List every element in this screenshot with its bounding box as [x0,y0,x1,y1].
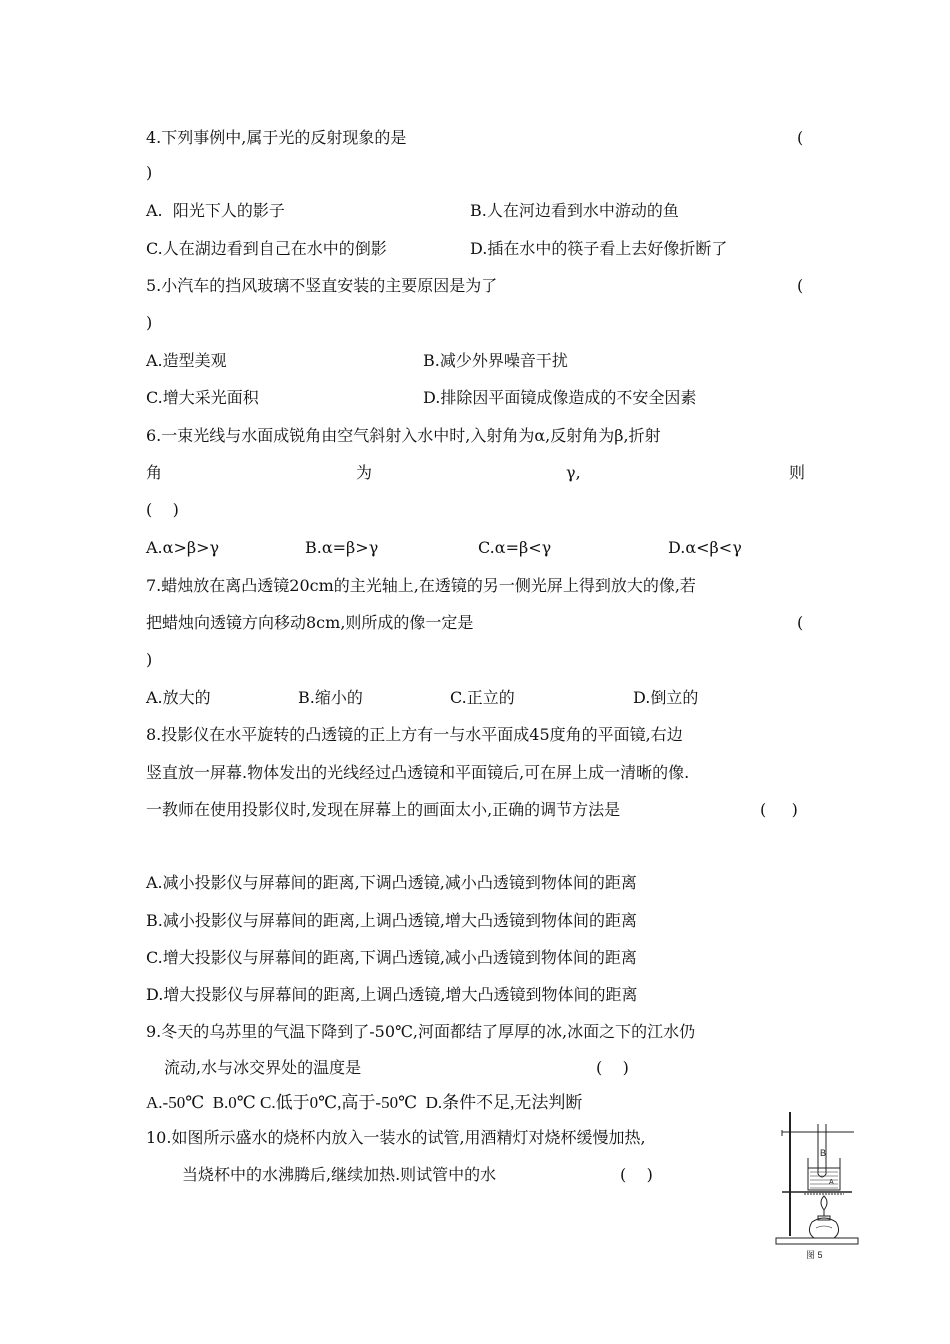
q10-stem-line2: 当烧杯中的水沸腾后,继续加热.则试管中的水 [182,1165,497,1184]
q6-option-b: B.α=β>γ [305,538,379,557]
q5-paren-open: ( [797,276,804,295]
q4-stem: 4.下列事例中,属于光的反射现象的是 [146,128,407,147]
q8-stem-line3: 一教师在使用投影仪时,发现在屏幕上的画面太小,正确的调节方法是 [146,800,621,819]
q4-paren-open: ( [797,128,804,147]
q4-option-c: C.人在湖边看到自己在水中的倒影 [146,239,387,258]
q7-paren-open: ( [797,613,804,632]
q5-stem: 5.小汽车的挡风玻璃不竖直安装的主要原因是为了 [146,276,498,295]
q8-option-b: B.减小投影仪与屏幕间的距离,上调凸透镜,增大凸透镜到物体间的距离 [146,911,638,930]
q6-option-a: A.α>β>γ [146,538,220,557]
q6-paren: ( ) [146,500,179,519]
q9-paren: ( ) [596,1058,629,1077]
figure-label-a: A [829,1179,834,1186]
q5-option-b: B.减少外界噪音干扰 [423,351,568,370]
q7-option-a: A.放大的 [146,688,211,707]
q5-option-c: C.增大采光面积 [146,388,259,407]
q7-option-c: C.正立的 [450,688,515,707]
q9-stem-line2: 流动,水与冰交界处的温度是 [164,1058,362,1077]
q8-stem-line2: 竖直放一屏幕.物体发出的光线经过凸透镜和平面镜后,可在屏上成一清晰的像. [146,763,690,782]
q10-paren: ( ) [620,1165,653,1184]
q9-options: A.-50℃ B.0℃ C.低于0℃,高于-50℃ D.条件不足,无法判断 [146,1093,583,1112]
q10-stem-line1: 10.如图所示盛水的烧杯内放入一装水的试管,用酒精灯对烧杯缓慢加热, [146,1128,646,1147]
q4-paren-close: ) [146,163,153,182]
q6-stem-word-2: 为 [356,463,373,482]
q5-paren-close: ) [146,313,153,332]
q7-option-d: D.倒立的 [633,688,699,707]
figure-label-b: B [820,1148,827,1158]
q8-option-d: D.增大投影仪与屏幕间的距离,上调凸透镜,增大凸透镜到物体间的距离 [146,985,638,1004]
q8-option-c: C.增大投影仪与屏幕间的距离,下调凸透镜,减小凸透镜到物体间的距离 [146,948,637,967]
q7-paren-close: ) [146,650,153,669]
q4-option-d: D.插在水中的筷子看上去好像折断了 [470,239,728,258]
q4-option-b: B.人在河边看到水中游动的鱼 [470,201,679,220]
q7-stem-line2: 把蜡烛向透镜方向移动8cm,则所成的像一定是 [146,613,474,632]
q8-option-a: A.减小投影仪与屏幕间的距离,下调凸透镜,减小凸透镜到物体间的距离 [146,873,637,892]
figure-caption: 图 5 [806,1250,823,1260]
q5-option-d: D.排除因平面镜成像造成的不安全因素 [423,388,697,407]
q6-stem-word-3: γ, [566,463,581,482]
q9-stem-line1: 9.冬天的乌苏里的气温下降到了-50℃,河面都结了厚厚的冰,冰面之下的江水仍 [146,1022,696,1041]
q8-stem-line1: 8.投影仪在水平旋转的凸透镜的正上方有一与水平面成45度角的平面镜,右边 [146,725,683,744]
q7-option-b: B.缩小的 [298,688,363,707]
q6-option-c: C.α=β<γ [478,538,552,557]
q6-option-d: D.α<β<γ [668,538,742,557]
q6-stem-word-1: 角 [146,463,163,482]
beaker-apparatus-figure [772,1110,862,1262]
q8-paren: ( ) [760,800,798,819]
q5-option-a: A.造型美观 [146,351,227,370]
q7-stem-line1: 7.蜡烛放在离凸透镜20cm的主光轴上,在透镜的另一侧光屏上得到放大的像,若 [146,576,696,595]
q6-stem-line1: 6.一束光线与水面成锐角由空气斜射入水中时,入射角为α,反射角为β,折射 [146,426,661,445]
q4-option-a: A. 阳光下人的影子 [146,201,285,220]
q6-stem-word-4: 则 [789,463,806,482]
